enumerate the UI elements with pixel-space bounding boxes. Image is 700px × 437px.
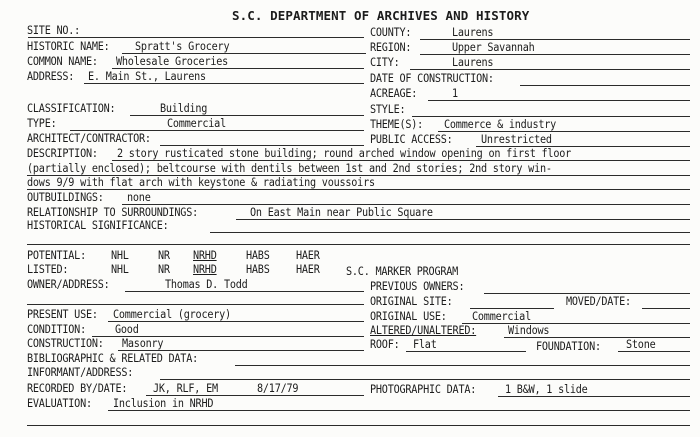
recorded-date-value: 8/17/79: [257, 382, 299, 395]
public-access-value: Unrestricted: [481, 133, 552, 146]
present-use-value: Commercial (grocery): [113, 308, 231, 321]
city-value: Laurens: [452, 56, 494, 69]
themes-value: Commerce & industry: [444, 118, 557, 131]
site-no-label: SITE NO.:: [27, 24, 81, 37]
previous-owners-line: [484, 293, 690, 294]
historic-name-line: [122, 53, 366, 54]
form-title: S.C. DEPARTMENT OF ARCHIVES AND HISTORY: [232, 8, 530, 23]
public-access-label: PUBLIC ACCESS:: [370, 133, 453, 146]
marker-program-label: S.C. MARKER PROGRAM: [346, 265, 459, 278]
original-use-line: [462, 323, 690, 324]
construction-value: Masonry: [122, 337, 164, 350]
city-line: [410, 69, 690, 70]
recorded-by-line: [146, 395, 364, 396]
owner-line: [125, 291, 364, 292]
historic-name-value: Spratt's Grocery: [135, 40, 230, 53]
evaluation-line: [108, 410, 690, 411]
moved-date-line: [642, 308, 690, 309]
owner-line-2: [27, 304, 364, 305]
owner-value: Thomas D. Todd: [165, 278, 248, 291]
construction-label: CONSTRUCTION:: [27, 337, 104, 350]
altered-label: ALTERED/UNALTERED:: [370, 324, 477, 337]
informant-line: [160, 379, 690, 380]
moved-date-label: MOVED/DATE:: [566, 295, 631, 308]
potential-nrhd: NRHD: [193, 249, 217, 262]
potential-haer: HAER: [296, 249, 320, 262]
present-use-label: PRESENT USE:: [27, 308, 98, 321]
date-of-construction-line: [520, 85, 690, 86]
historical-significance-label: HISTORICAL SIGNIFICANCE:: [27, 219, 169, 232]
roof-label: ROOF:: [370, 338, 400, 351]
common-name-label: COMMON NAME:: [27, 55, 98, 68]
address-value: E. Main St., Laurens: [88, 70, 206, 83]
county-line: [420, 39, 690, 40]
region-value: Upper Savannah: [452, 41, 535, 54]
photographic-data-label: PHOTOGRAPHIC DATA:: [370, 383, 477, 396]
foundation-label: FOUNDATION:: [536, 340, 601, 353]
owner-label: OWNER/ADDRESS:: [27, 278, 110, 291]
photographic-data-value: 1 B&W, 1 slide: [505, 383, 588, 396]
foundation-line: [618, 351, 690, 352]
county-label: COUNTY:: [370, 26, 412, 39]
type-value: Commercial: [167, 117, 226, 130]
description-rule-3: [27, 189, 690, 190]
altered-line: [504, 337, 690, 338]
original-site-label: ORIGINAL SITE:: [370, 295, 453, 308]
classification-value: Building: [160, 102, 208, 115]
description-label: DESCRIPTION:: [27, 147, 98, 160]
county-value: Laurens: [452, 26, 494, 39]
outbuildings-label: OUTBUILDINGS:: [27, 191, 104, 204]
description-line-1: 2 story rusticated stone building; round arched window opening on first floor: [117, 147, 572, 160]
relationship-value: On East Main near Public Square: [250, 206, 433, 219]
informant-label: INFORMANT/ADDRESS:: [27, 366, 134, 379]
address-line: [84, 83, 364, 84]
city-label: CITY:: [370, 56, 400, 69]
historic-name-label: HISTORIC NAME:: [27, 40, 110, 53]
description-rule-1: [112, 160, 690, 161]
common-name-line: [112, 68, 364, 69]
potential-habs: HABS: [246, 249, 270, 262]
altered-value: Windows: [508, 324, 550, 337]
original-use-value: Commercial: [472, 310, 531, 323]
evaluation-label: EVALUATION:: [27, 397, 92, 410]
potential-nhl: NHL: [111, 249, 129, 262]
roof-line: [406, 351, 526, 352]
acreage-label: ACREAGE:: [370, 87, 418, 100]
potential-label: POTENTIAL:: [27, 249, 86, 262]
acreage-line: [428, 100, 690, 101]
region-line: [420, 54, 690, 55]
style-line: [412, 116, 690, 117]
listed-nhl: NHL: [111, 263, 129, 276]
construction-line: [118, 350, 364, 351]
themes-line: [438, 131, 690, 132]
site-no-line: [28, 37, 364, 38]
themes-label: THEME(S):: [370, 118, 424, 131]
condition-value: Good: [115, 323, 139, 336]
section-divider: [27, 244, 690, 245]
type-label: TYPE:: [27, 117, 57, 130]
photographic-data-line: [498, 396, 690, 397]
relationship-label: RELATIONSHIP TO SURROUNDINGS:: [27, 206, 198, 219]
architect-label: ARCHITECT/CONTRACTOR:: [27, 132, 151, 145]
address-label: ADDRESS:: [27, 70, 75, 83]
bibliographic-label: BIBLIOGRAPHIC & RELATED DATA:: [27, 352, 198, 365]
common-name-value: Wholesale Groceries: [116, 55, 229, 68]
original-use-label: ORIGINAL USE:: [370, 310, 447, 323]
region-label: REGION:: [370, 41, 412, 54]
evaluation-value: Inclusion in NRHD: [113, 397, 214, 410]
outbuildings-line: [122, 204, 690, 205]
style-label: STYLE:: [370, 103, 406, 116]
acreage-value: 1: [452, 87, 458, 100]
classification-line: [130, 115, 364, 116]
bibliographic-line: [235, 365, 690, 366]
relationship-line: [236, 219, 690, 220]
condition-label: CONDITION:: [27, 323, 86, 336]
listed-nrhd: NRHD: [193, 263, 217, 276]
original-site-line: [470, 308, 554, 309]
listed-nr: NR: [158, 263, 170, 276]
type-line: [70, 130, 364, 131]
classification-label: CLASSIFICATION:: [27, 102, 116, 115]
potential-nr: NR: [158, 249, 170, 262]
listed-label: LISTED:: [27, 263, 69, 276]
recorded-by-label: RECORDED BY/DATE:: [27, 382, 128, 395]
foundation-value: Stone: [626, 338, 656, 351]
historical-significance-line: [210, 232, 690, 233]
description-line-3: dows 9/9 with flat arch with keystone & radiating voussoirs: [27, 176, 375, 189]
previous-owners-label: PREVIOUS OWNERS:: [370, 280, 465, 293]
evaluation-line-2: [27, 425, 690, 426]
listed-habs: HABS: [246, 263, 270, 276]
description-line-2: (partially enclosed); beltcourse with dentils between 1st and 2nd stories; 2nd story win-: [27, 162, 552, 175]
outbuildings-value: none: [127, 191, 151, 204]
architect-line: [160, 145, 364, 146]
recorded-by-value: JK, RLF, EM: [153, 382, 218, 395]
present-use-line: [108, 321, 364, 322]
roof-value: Flat: [413, 338, 437, 351]
date-of-construction-label: DATE OF CONSTRUCTION:: [370, 72, 494, 85]
listed-haer: HAER: [296, 263, 320, 276]
